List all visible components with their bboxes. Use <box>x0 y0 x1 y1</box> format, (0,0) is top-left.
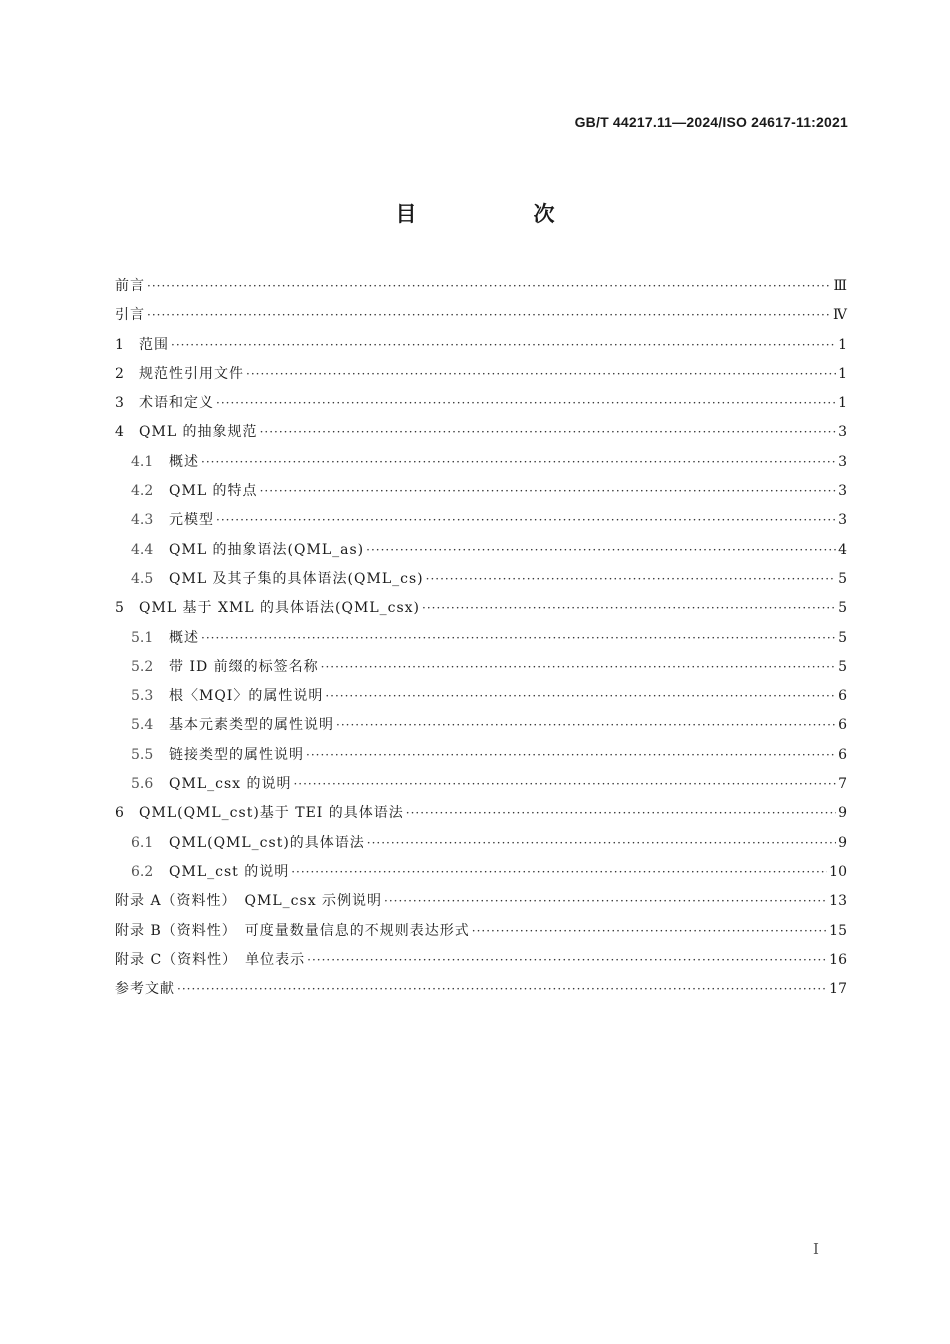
toc-entry-label: QML 的抽象规范 <box>139 424 258 441</box>
toc-entry[interactable] <box>115 331 847 360</box>
toc-leader-dots <box>422 594 836 623</box>
toc-entry-label: 引言 <box>115 307 145 324</box>
toc-leader-dots <box>325 682 836 711</box>
toc-entry-page: 1 <box>838 395 847 412</box>
toc-entry[interactable] <box>115 711 847 740</box>
toc-leader-dots <box>306 741 836 770</box>
toc-entry-page: 9 <box>838 805 847 822</box>
toc-entry-number: 5.5 <box>131 746 154 763</box>
toc-entry-page: 13 <box>829 893 847 910</box>
toc-entry-label: QML(QML_cst)基于 TEI 的具体语法 <box>139 805 404 822</box>
toc-leader-dots <box>291 858 827 887</box>
toc-entry-page: 1 <box>838 336 847 353</box>
toc-entry-page: 3 <box>838 483 847 500</box>
toc-entry-page: 3 <box>838 512 847 529</box>
toc-entry-number: 6.2 <box>131 863 154 880</box>
toc-entry-label: 带 ID 前缀的标签名称 <box>169 658 319 675</box>
toc-entry[interactable] <box>115 477 847 506</box>
toc-entry-label: QML_cst 的说明 <box>169 863 290 880</box>
toc-entry[interactable] <box>115 389 847 418</box>
toc-entry-label: 概述 <box>169 629 199 646</box>
toc-entry-number: 2 <box>115 365 124 382</box>
toc-entry-page: 5 <box>838 658 847 675</box>
toc-entry[interactable] <box>115 360 847 389</box>
toc-entry-number: 5.2 <box>131 658 154 675</box>
toc-entry-number: 4.5 <box>131 570 154 587</box>
toc-entry-page: 3 <box>838 424 847 441</box>
toc-entry[interactable] <box>115 682 847 711</box>
toc-leader-dots <box>366 536 836 565</box>
toc-entry[interactable] <box>115 770 847 799</box>
toc-leader-dots <box>293 770 836 799</box>
toc-entry-page: 17 <box>829 981 847 998</box>
toc-leader-dots <box>147 272 831 301</box>
toc-entry[interactable] <box>115 594 847 623</box>
table-of-contents <box>115 272 847 1004</box>
toc-entry-label: 基本元素类型的属性说明 <box>169 717 334 734</box>
toc-leader-dots <box>147 301 831 330</box>
toc-leader-dots <box>406 799 836 828</box>
toc-entry-number: 1 <box>115 336 124 353</box>
toc-entry-number: 5.1 <box>131 629 154 646</box>
toc-entry-page: 16 <box>829 951 847 968</box>
toc-leader-dots <box>246 360 836 389</box>
toc-entry[interactable] <box>115 975 847 1004</box>
toc-entry-number: 5.3 <box>131 688 154 705</box>
toc-entry-page: 6 <box>838 717 847 734</box>
toc-leader-dots <box>307 946 827 975</box>
toc-entry-label: QML_csx 的说明 <box>169 776 292 793</box>
toc-entry-label: 前言 <box>115 278 145 294</box>
toc-leader-dots <box>336 711 836 740</box>
toc-entry-label: 链接类型的属性说明 <box>169 746 304 763</box>
toc-entry[interactable] <box>115 448 847 477</box>
toc-entry-number: 6.1 <box>131 834 154 851</box>
toc-leader-dots <box>260 477 837 506</box>
toc-leader-dots <box>384 887 827 916</box>
toc-entry-page: 7 <box>838 776 847 793</box>
toc-entry-page: 5 <box>838 629 847 646</box>
toc-entry-page: 15 <box>829 922 847 939</box>
page-title: 目 次 <box>395 201 603 226</box>
toc-leader-dots <box>216 506 836 535</box>
toc-entry-label: 元模型 <box>169 512 214 529</box>
toc-entry-page: 9 <box>838 834 847 851</box>
toc-entry-number: 5 <box>115 600 124 617</box>
toc-entry[interactable] <box>115 418 847 447</box>
toc-entry-label: QML 基于 XML 的具体语法(QML_csx) <box>139 600 421 617</box>
toc-entry[interactable] <box>115 829 847 858</box>
toc-entry[interactable] <box>115 799 847 828</box>
toc-entry-number: 4.1 <box>131 453 154 470</box>
toc-entry[interactable] <box>115 741 847 770</box>
toc-entry-page: 6 <box>838 688 847 705</box>
toc-entry-label: QML 的抽象语法(QML_as) <box>169 541 365 558</box>
toc-entry-page: Ⅲ <box>833 278 847 294</box>
toc-entry-label: 规范性引用文件 <box>139 365 244 382</box>
toc-entry[interactable] <box>115 536 847 565</box>
toc-entry-page: 6 <box>838 746 847 763</box>
toc-entry-label: QML(QML_cst)的具体语法 <box>169 834 365 851</box>
toc-entry-label: 术语和定义 <box>139 395 214 412</box>
toc-entry[interactable] <box>115 506 847 535</box>
toc-leader-dots <box>260 418 837 447</box>
toc-entry-label: 范围 <box>139 336 169 353</box>
toc-entry[interactable] <box>115 858 847 887</box>
toc-leader-dots <box>321 653 836 682</box>
toc-entry-page: 5 <box>838 600 847 617</box>
toc-entry-label: 根〈MQI〉的属性说明 <box>169 688 324 705</box>
toc-entry-page: Ⅳ <box>833 307 847 324</box>
toc-entry-page: 4 <box>838 541 847 558</box>
toc-entry[interactable] <box>115 272 847 301</box>
toc-entry-number: 4 <box>115 424 124 441</box>
toc-leader-dots <box>201 448 836 477</box>
toc-leader-dots <box>201 624 836 653</box>
toc-entry-number: 4.2 <box>131 483 154 500</box>
toc-leader-dots <box>472 917 827 946</box>
toc-entry[interactable] <box>115 624 847 653</box>
toc-entry-number: 3 <box>115 395 124 412</box>
toc-entry[interactable] <box>115 653 847 682</box>
toc-entry-number: 4.4 <box>131 541 154 558</box>
toc-entry-number: 4.3 <box>131 512 154 529</box>
toc-entry[interactable] <box>115 946 847 975</box>
toc-entry-label: 附录 C（资料性） 单位表示 <box>115 951 306 968</box>
toc-entry[interactable] <box>115 917 847 946</box>
toc-entry-label: 附录 B（资料性） 可度量数量信息的不规则表达形式 <box>115 922 470 939</box>
toc-leader-dots <box>216 389 836 418</box>
toc-entry[interactable] <box>115 887 847 916</box>
toc-entry-number: 6 <box>115 805 124 822</box>
toc-leader-dots <box>171 331 836 360</box>
toc-entry-page: 10 <box>829 863 847 880</box>
toc-entry-number: 5.4 <box>131 717 154 734</box>
toc-entry-label: 参考文献 <box>115 981 175 998</box>
toc-entry-label: QML 及其子集的具体语法(QML_cs) <box>169 570 424 587</box>
toc-entry[interactable] <box>115 565 847 594</box>
toc-entry-page: 5 <box>838 570 847 587</box>
toc-leader-dots <box>367 829 836 858</box>
toc-entry-label: QML 的特点 <box>169 483 258 500</box>
toc-entry-label: 附录 A（资料性） QML_csx 示例说明 <box>115 893 383 910</box>
toc-leader-dots <box>177 975 827 1004</box>
toc-entry-page: 3 <box>838 453 847 470</box>
toc-entry-number: 5.6 <box>131 776 154 793</box>
toc-leader-dots <box>426 565 836 594</box>
toc-entry-label: 概述 <box>169 453 199 470</box>
standard-code: GB/T 44217.11—2024/ISO 24617-11:2021 <box>574 114 848 130</box>
toc-entry-page: 1 <box>838 365 847 382</box>
toc-entry[interactable] <box>115 301 847 330</box>
page-number: I <box>813 1240 819 1258</box>
